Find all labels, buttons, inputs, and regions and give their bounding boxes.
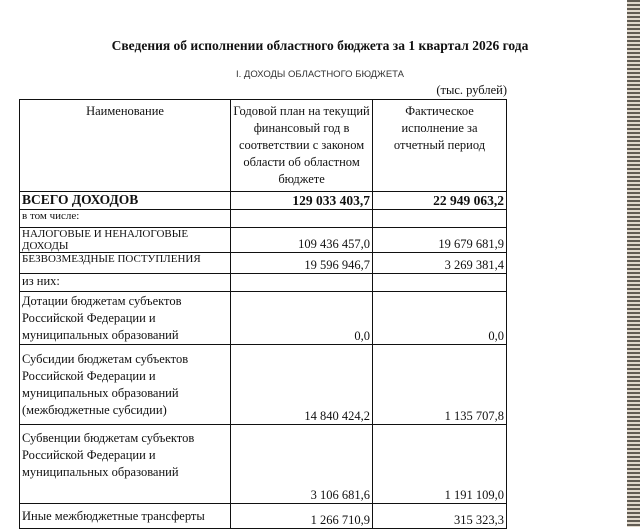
- row-fact: [373, 274, 507, 292]
- row-name: Дотации бюджетам субъектов Российской Федерации и муниципальных образований: [20, 292, 231, 345]
- section-title: I. ДОХОДЫ ОБЛАСТНОГО БЮДЖЕТА: [235, 69, 404, 80]
- column-header-plan: Годовой план на текущий финансовый год в соответствии с законом области об областном бюджете: [231, 100, 373, 192]
- row-fact: 1 135 707,8: [373, 345, 507, 425]
- row-name: ВСЕГО ДОХОДОВ: [20, 192, 231, 210]
- row-fact: 0,0: [373, 292, 507, 345]
- row-fact: 19 679 681,9: [373, 228, 507, 253]
- table-row: [20, 292, 507, 345]
- row-name: НАЛОГОВЫЕ И НЕНАЛОГОВЫЕ ДОХОДЫ: [20, 228, 231, 253]
- table-row: [20, 192, 507, 210]
- row-plan: [231, 274, 373, 292]
- table-row: [20, 345, 507, 425]
- row-fact: [373, 210, 507, 228]
- table-row: [20, 210, 507, 228]
- column-header-fact: Фактическое исполнение за отчетный период: [373, 100, 507, 192]
- column-header-name: Наименование: [20, 100, 231, 192]
- table-row: [20, 253, 507, 274]
- row-plan: 1 266 710,9: [231, 504, 373, 529]
- row-plan: 14 840 424,2: [231, 345, 373, 425]
- row-name: из них:: [20, 274, 231, 292]
- table-row: [20, 228, 507, 253]
- document-title: Сведения об исполнении областного бюджета за 1 квартал 2026 года: [111, 38, 529, 53]
- row-fact: 22 949 063,2: [373, 192, 507, 210]
- row-name: БЕЗВОЗМЕЗДНЫЕ ПОСТУПЛЕНИЯ: [20, 253, 231, 274]
- row-plan: 3 106 681,6: [231, 425, 373, 504]
- units-label: (тыс. рублей): [436, 83, 507, 97]
- table-row: [20, 425, 507, 504]
- table-row: [20, 274, 507, 292]
- table-row: [20, 504, 507, 529]
- row-name: Субвенции бюджетам субъектов Российской Федерации и муниципальных образований: [20, 425, 231, 504]
- row-plan: [231, 210, 373, 228]
- row-plan: 129 033 403,7: [231, 192, 373, 210]
- row-name: в том числе:: [20, 210, 231, 228]
- page-edge-border: [627, 0, 640, 527]
- row-plan: 0,0: [231, 292, 373, 345]
- row-name: Иные межбюджетные трансферты: [20, 504, 231, 529]
- table-header-row: [20, 100, 507, 192]
- row-fact: 1 191 109,0: [373, 425, 507, 504]
- row-plan: 109 436 457,0: [231, 228, 373, 253]
- revenue-table: [19, 99, 507, 529]
- row-fact: 3 269 381,4: [373, 253, 507, 274]
- row-fact: 315 323,3: [373, 504, 507, 529]
- row-plan: 19 596 946,7: [231, 253, 373, 274]
- row-name: Субсидии бюджетам субъектов Российской Федерации и муниципальных образований (межбюджетные субсидии): [20, 345, 231, 425]
